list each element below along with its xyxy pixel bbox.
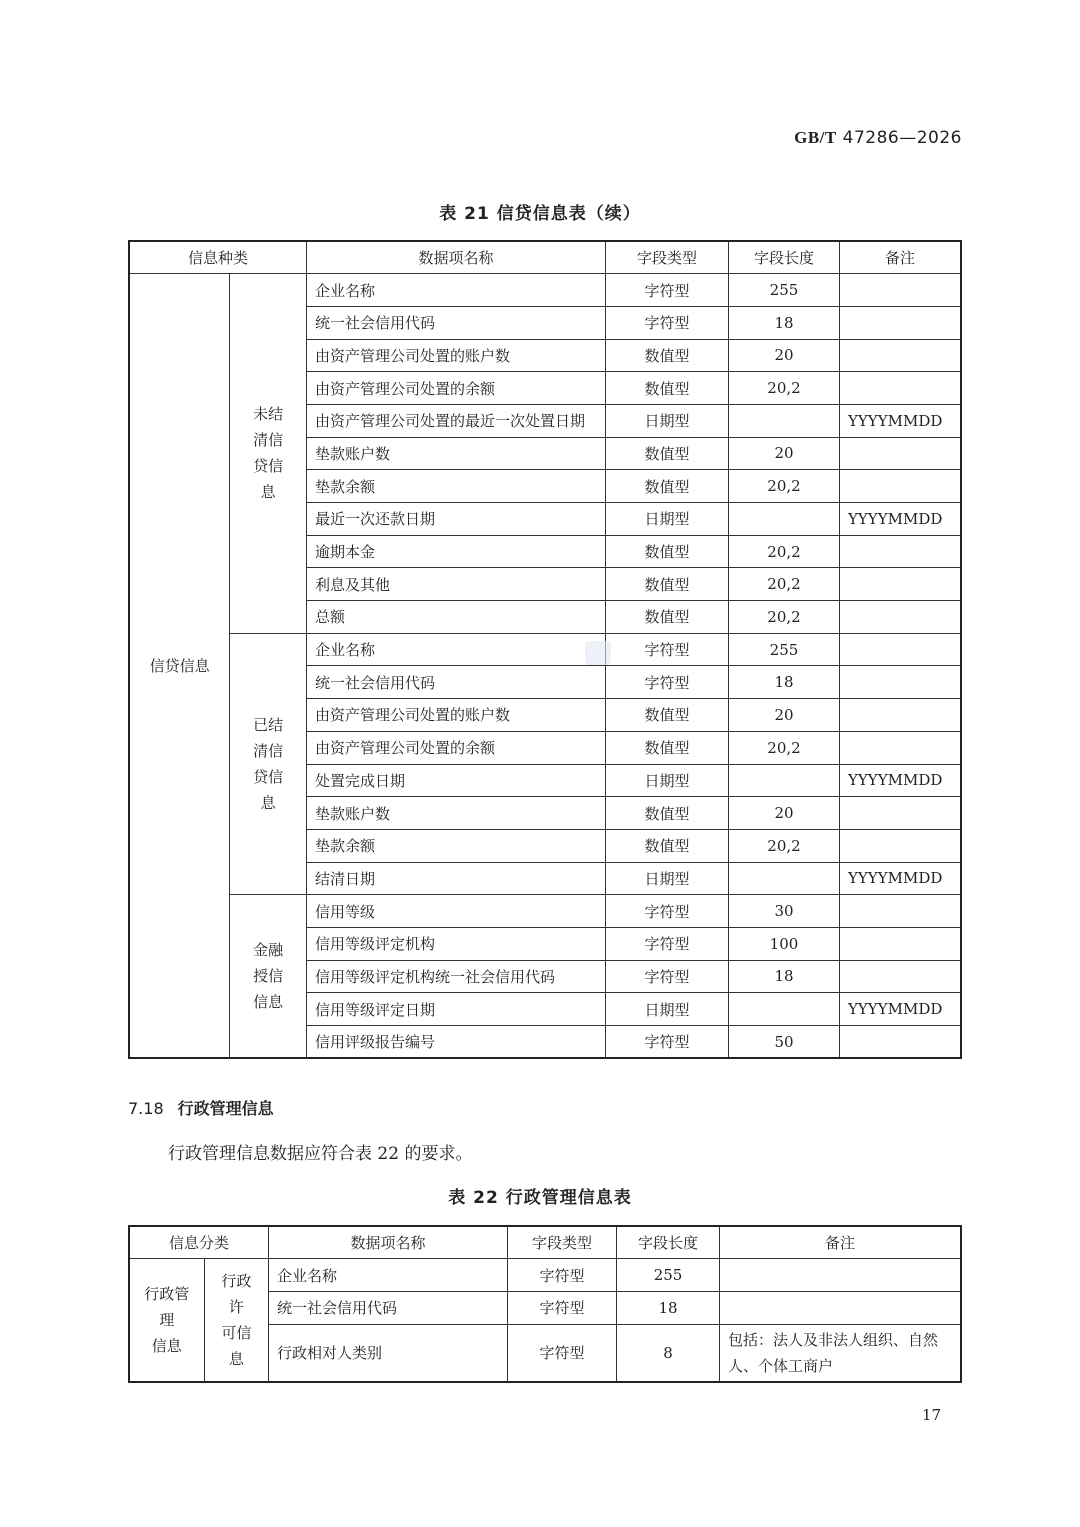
field-length-cell: 20 xyxy=(729,339,840,372)
field-type-cell: 数值型 xyxy=(606,797,729,830)
table22-body xyxy=(129,1259,961,1382)
table21-body xyxy=(129,274,961,1059)
field-type-cell: 字符型 xyxy=(508,1324,617,1382)
remark-cell xyxy=(840,568,962,601)
remark-cell xyxy=(840,372,962,405)
remark-cell xyxy=(840,306,962,339)
field-length-cell: 20 xyxy=(729,797,840,830)
table22-header-row xyxy=(129,1226,961,1259)
remark-cell: YYYYMMDD xyxy=(840,503,962,536)
info-subcategory-cell xyxy=(230,633,307,895)
item-name-cell: 由资产管理公司处置的账户数 xyxy=(307,699,606,732)
field-length-cell: 20,2 xyxy=(729,470,840,503)
field-type-cell: 字符型 xyxy=(508,1291,617,1324)
remark-cell: YYYYMMDD xyxy=(840,404,962,437)
field-length-cell: 20 xyxy=(729,699,840,732)
remark-cell xyxy=(840,633,962,666)
item-name-cell: 信用评级报告编号 xyxy=(307,1026,606,1059)
item-name-cell: 最近一次还款日期 xyxy=(307,503,606,536)
remark-cell: YYYYMMDD xyxy=(840,993,962,1026)
field-length-cell: 30 xyxy=(729,895,840,928)
info-subcategory-cell xyxy=(204,1259,268,1382)
remark-cell xyxy=(840,797,962,830)
remark-cell xyxy=(840,960,962,993)
item-name-cell: 由资产管理公司处置的余额 xyxy=(307,731,606,764)
field-length-cell: 255 xyxy=(729,274,840,307)
item-name-cell: 信用等级评定机构统一社会信用代码 xyxy=(307,960,606,993)
field-length-cell: 50 xyxy=(729,1026,840,1059)
item-name-cell: 统一社会信用代码 xyxy=(269,1291,508,1324)
field-length-cell: 255 xyxy=(617,1259,720,1292)
item-name-cell: 由资产管理公司处置的余额 xyxy=(307,372,606,405)
table-row xyxy=(129,274,961,307)
field-length-cell: 20,2 xyxy=(729,829,840,862)
remark-cell xyxy=(720,1291,961,1324)
field-type-cell: 数值型 xyxy=(606,372,729,405)
info-subcategory-cell xyxy=(230,274,307,634)
field-type-cell: 日期型 xyxy=(606,993,729,1026)
table22 xyxy=(128,1225,962,1383)
field-type-cell: 数值型 xyxy=(606,437,729,470)
item-name-cell: 企业名称 xyxy=(269,1259,508,1292)
header-item-name: 数据项名称 xyxy=(307,241,606,274)
remark-cell xyxy=(840,339,962,372)
info-subcategory-cell-line: 授信 xyxy=(253,967,284,986)
table21-header-row xyxy=(129,241,961,274)
item-name-cell: 行政相对人类别 xyxy=(269,1324,508,1382)
info-subcategory-cell-line: 信息 xyxy=(253,993,284,1012)
remark-cell xyxy=(840,895,962,928)
field-type-cell: 字符型 xyxy=(606,274,729,307)
field-type-cell: 数值型 xyxy=(606,339,729,372)
standard-code-header xyxy=(794,128,962,148)
item-name-cell: 由资产管理公司处置的最近一次处置日期 xyxy=(307,404,606,437)
field-type-cell: 字符型 xyxy=(606,666,729,699)
item-name-cell: 利息及其他 xyxy=(307,568,606,601)
item-name-cell: 总额 xyxy=(307,601,606,634)
info-subcategory-cell xyxy=(230,895,307,1058)
header-field-type: 字段类型 xyxy=(508,1226,617,1259)
table22-caption: 表 22 行政管理信息表 xyxy=(448,1188,632,1208)
info-subcategory-cell-line: 清信 xyxy=(253,431,284,450)
field-type-cell: 数值型 xyxy=(606,699,729,732)
header-info-category: 信息分类 xyxy=(129,1226,269,1259)
standard-number: 47286—2026 xyxy=(836,128,962,148)
field-type-cell: 数值型 xyxy=(606,470,729,503)
field-type-cell: 字符型 xyxy=(606,927,729,960)
section-heading xyxy=(128,1096,274,1119)
remark-cell xyxy=(840,927,962,960)
field-type-cell: 日期型 xyxy=(606,862,729,895)
field-type-cell: 数值型 xyxy=(606,731,729,764)
table21-caption: 表 21 信贷信息表（续） xyxy=(439,204,641,224)
header-field-length: 字段长度 xyxy=(729,241,840,274)
field-length-cell: 20 xyxy=(729,437,840,470)
header-info-type: 信息种类 xyxy=(129,241,307,274)
field-length-cell: 20,2 xyxy=(729,372,840,405)
item-name-cell: 垫款余额 xyxy=(307,829,606,862)
field-length-cell: 20,2 xyxy=(729,568,840,601)
header-remark: 备注 xyxy=(720,1226,961,1259)
field-length-cell: 18 xyxy=(729,960,840,993)
field-length-cell: 255 xyxy=(729,633,840,666)
remark-cell xyxy=(720,1259,961,1292)
field-type-cell: 日期型 xyxy=(606,503,729,536)
table-row xyxy=(129,633,961,666)
field-type-cell: 数值型 xyxy=(606,829,729,862)
item-name-cell: 企业名称 xyxy=(307,633,606,666)
item-name-cell: 信用等级评定机构 xyxy=(307,927,606,960)
remark-cell: 包括：法人及非法人组织、自然人、个体工商户 xyxy=(720,1324,961,1382)
item-name-cell: 垫款账户数 xyxy=(307,797,606,830)
item-name-cell: 信用等级 xyxy=(307,895,606,928)
info-subcategory-cell-line: 贷信 xyxy=(253,457,284,476)
item-name-cell: 统一社会信用代码 xyxy=(307,666,606,699)
field-type-cell: 日期型 xyxy=(606,764,729,797)
field-length-cell xyxy=(729,993,840,1026)
item-name-cell: 处置完成日期 xyxy=(307,764,606,797)
info-subcategory-cell-line: 行政许 xyxy=(221,1271,252,1316)
item-name-cell: 企业名称 xyxy=(307,274,606,307)
item-name-cell: 信用等级评定日期 xyxy=(307,993,606,1026)
table21 xyxy=(128,240,962,1059)
section-title: 行政管理信息 xyxy=(177,1099,274,1118)
info-category-cell-line: 信息 xyxy=(151,1336,182,1355)
item-name-cell: 由资产管理公司处置的账户数 xyxy=(307,339,606,372)
info-subcategory-cell-line: 金融 xyxy=(253,941,284,960)
remark-cell xyxy=(840,535,962,568)
field-type-cell: 字符型 xyxy=(606,960,729,993)
field-type-cell: 字符型 xyxy=(508,1259,617,1292)
field-length-cell xyxy=(729,764,840,797)
page-number: 17 xyxy=(922,1406,942,1424)
field-length-cell: 18 xyxy=(729,666,840,699)
item-name-cell: 结清日期 xyxy=(307,862,606,895)
remark-cell xyxy=(840,1026,962,1059)
field-type-cell: 字符型 xyxy=(606,895,729,928)
field-length-cell: 8 xyxy=(617,1324,720,1382)
table-row xyxy=(129,1259,961,1292)
field-type-cell: 数值型 xyxy=(606,601,729,634)
remark-cell: YYYYMMDD xyxy=(840,764,962,797)
field-length-cell: 20,2 xyxy=(729,601,840,634)
item-name-cell: 统一社会信用代码 xyxy=(307,306,606,339)
info-subcategory-cell-line: 贷信 xyxy=(253,768,284,786)
field-length-cell: 20,2 xyxy=(729,535,840,568)
info-subcategory-cell-line: 息 xyxy=(260,483,276,502)
remark-cell xyxy=(840,666,962,699)
section-number: 7.18 xyxy=(128,1099,164,1118)
field-length-cell xyxy=(729,404,840,437)
field-type-cell: 字符型 xyxy=(606,306,729,339)
remark-cell xyxy=(840,699,962,732)
info-subcategory-cell-line: 清信 xyxy=(253,742,284,760)
field-type-cell: 数值型 xyxy=(606,535,729,568)
remark-cell xyxy=(840,274,962,307)
remark-cell xyxy=(840,731,962,764)
field-length-cell: 100 xyxy=(729,927,840,960)
watermark-logo xyxy=(585,641,611,665)
header-remark: 备注 xyxy=(840,241,962,274)
field-type-cell: 日期型 xyxy=(606,404,729,437)
remark-cell: YYYYMMDD xyxy=(840,862,962,895)
field-type-cell: 字符型 xyxy=(606,633,729,666)
item-name-cell: 逾期本金 xyxy=(307,535,606,568)
info-subcategory-cell-line: 已结 xyxy=(253,716,284,734)
info-category-cell xyxy=(129,1259,204,1382)
info-category-cell-line: 行政管理 xyxy=(144,1284,190,1329)
item-name-cell: 垫款账户数 xyxy=(307,437,606,470)
table-row xyxy=(129,895,961,928)
remark-cell xyxy=(840,437,962,470)
field-type-cell: 数值型 xyxy=(606,568,729,601)
remark-cell xyxy=(840,829,962,862)
header-field-type: 字段类型 xyxy=(606,241,729,274)
field-length-cell: 18 xyxy=(729,306,840,339)
info-category-cell: 信贷信息 xyxy=(129,274,230,1059)
remark-cell xyxy=(840,601,962,634)
field-length-cell xyxy=(729,862,840,895)
header-item-name: 数据项名称 xyxy=(269,1226,508,1259)
field-length-cell: 20,2 xyxy=(729,731,840,764)
info-subcategory-cell-line: 未结 xyxy=(253,405,284,424)
info-subcategory-cell-line: 可信息 xyxy=(221,1323,252,1368)
section-paragraph: 行政管理信息数据应符合表 22 的要求。 xyxy=(168,1144,473,1164)
header-field-length: 字段长度 xyxy=(617,1226,720,1259)
item-name-cell: 垫款余额 xyxy=(307,470,606,503)
field-length-cell: 18 xyxy=(617,1291,720,1324)
field-type-cell: 字符型 xyxy=(606,1026,729,1059)
remark-cell xyxy=(840,470,962,503)
info-subcategory-cell-line: 息 xyxy=(260,794,276,812)
field-length-cell xyxy=(729,503,840,536)
standard-prefix: GB/T xyxy=(794,128,837,147)
